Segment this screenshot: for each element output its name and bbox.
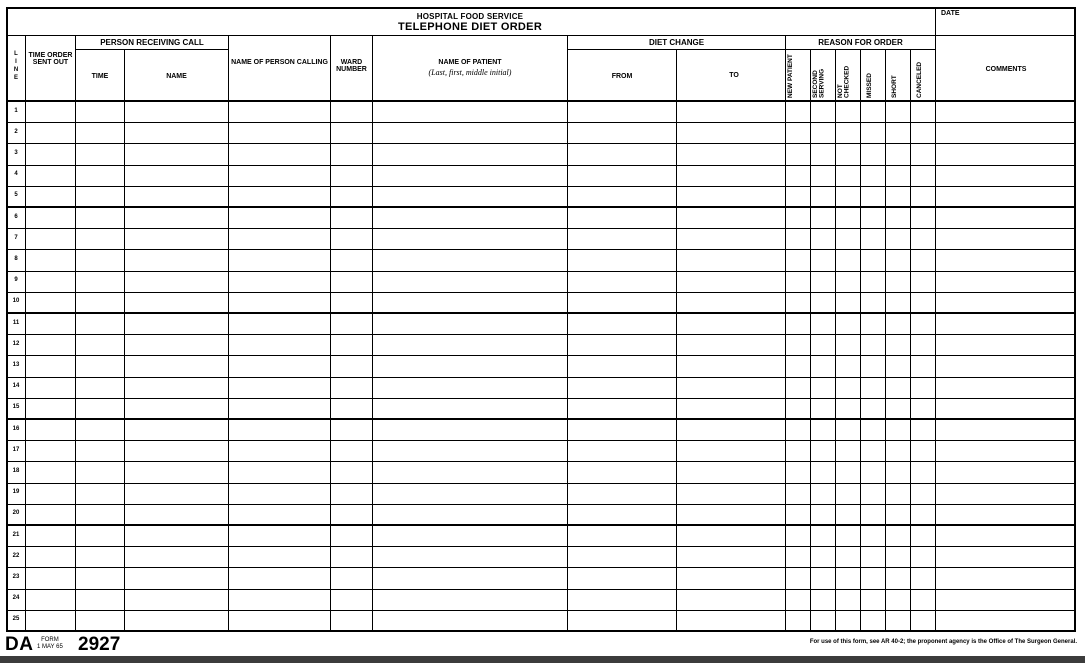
row-rule [7,504,1075,505]
date-label: DATE [941,10,960,17]
regulation-note: For use of this form, see AR 40-2; the proponent agency is the Office of The Surgeon General. [809,639,1077,645]
line-number: 18 [12,468,20,474]
time-order-sent-out-header: TIME ORDER SENT OUT [28,52,73,67]
row-rule [7,292,1075,293]
bottom-strip [0,656,1085,663]
line-number: 2 [14,129,18,135]
time-header: TIME [91,73,109,80]
form-date: 1 MAY 65 [37,644,63,650]
row-rule [7,206,1075,208]
row-rule [7,398,1075,399]
name-header: NAME [166,73,187,80]
line-number: 23 [12,574,20,580]
form-number: 2927 [78,634,121,655]
row-rule [7,271,1075,272]
canceled-header: CANCELED [916,61,923,98]
row-rule [7,186,1075,187]
row-rule [7,249,1075,250]
line-number: 16 [12,426,20,432]
col-rule [785,35,786,631]
line-number: 10 [12,298,20,304]
form-agency: HOSPITAL FOOD SERVICE [416,12,524,21]
row-rule [7,334,1075,335]
row-rule [7,312,1075,314]
diet-change-header: DIET CHANGE [648,38,705,47]
reason-for-order-header: REASON FOR ORDER [818,38,903,47]
col-rule [228,35,229,631]
group-rule [567,49,785,50]
header-bottom-rule [7,100,1075,102]
line-number: 19 [12,489,20,495]
line-number: 24 [12,595,20,601]
name-of-patient-hint: (Last, first, middle initial) [428,68,512,77]
row-rule [7,228,1075,229]
line-number: 3 [14,150,18,156]
col-rule [75,35,76,631]
col-rule [567,35,568,631]
col-rule [810,49,811,631]
line-number: 4 [14,171,18,177]
missed-header: MISSED [866,73,873,98]
col-rule [25,35,26,631]
to-header: TO [729,72,739,79]
line-number: 14 [12,383,20,389]
line-number: 22 [12,553,20,559]
col-rule [372,35,373,631]
line-number: 21 [12,532,20,538]
line-number: 25 [12,616,20,622]
line-number: 12 [12,341,20,347]
row-rule [7,122,1075,123]
row-rule [7,546,1075,547]
row-rule [7,165,1075,166]
row-rule [7,440,1075,441]
line-number: 6 [14,214,18,220]
row-rule [7,483,1075,484]
line-number: 9 [14,277,18,283]
person-receiving-call-header: PERSON RECEIVING CALL [100,38,204,47]
ward-number-header: WARD NUMBER [336,59,367,74]
from-header: FROM [611,73,633,80]
form-prefix: DA [5,634,34,655]
form-edition [37,637,63,651]
col-rule [885,49,886,631]
line-number: 17 [12,447,20,453]
form-title: TELEPHONE DIET ORDER [397,21,543,33]
line-number: 7 [14,235,18,241]
row-rule [7,461,1075,462]
row-rule [7,418,1075,420]
row-rule [7,567,1075,568]
title-bottom-rule [7,35,1075,36]
line-header: L I N E [13,51,19,81]
not-checked-header: NOT CHECKED [837,65,851,98]
col-rule [124,49,125,631]
line-number: 8 [14,256,18,262]
row-rule [7,589,1075,590]
name-of-patient-header: NAME OF PATIENT [438,59,502,66]
col-rule [860,49,861,631]
col-rule [330,35,331,631]
line-number: 13 [12,362,20,368]
line-number: 11 [12,320,20,326]
name-of-person-calling-header: NAME OF PERSON CALLING [231,59,328,66]
comments-header: COMMENTS [985,66,1027,73]
form-word: FORM [41,637,59,643]
row-rule [7,143,1075,144]
col-rule [910,49,911,631]
second-serving-header: SECOND SERVING [812,68,826,98]
group-rule [785,49,935,50]
group-rule [75,49,228,50]
line-number: 15 [12,404,20,410]
line-number: 1 [14,108,18,114]
line-number: 20 [12,510,20,516]
row-rule [7,610,1075,611]
row-rule [7,355,1075,356]
col-rule [676,49,677,631]
line-number: 5 [14,192,18,198]
row-rule [7,377,1075,378]
new-patient-header: NEW PATIENT [787,54,794,98]
short-header: SHORT [891,75,898,98]
col-rule [835,49,836,631]
row-rule [7,524,1075,526]
